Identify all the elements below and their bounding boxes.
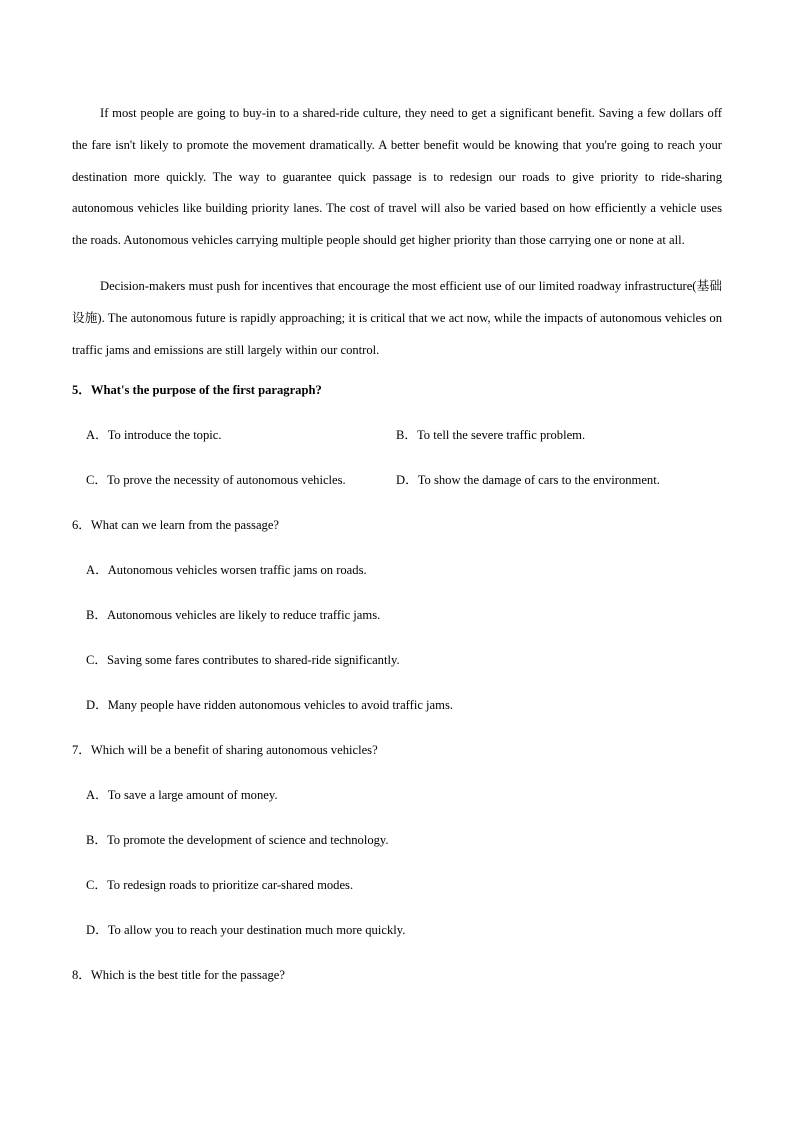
passage-paragraph-2: Decision-makers must push for incentives that encourage the most efficient use of our limited roadway infrastructure(基础设施). The autonomous future is rapidly approaching; it is critical that we act now, while the impacts of autonomous vehicles on traffic jams and emissions are still largely within our control. bbox=[72, 278, 722, 357]
option-b: B．To tell the severe traffic problem. bbox=[396, 428, 586, 443]
question-7 bbox=[72, 740, 722, 965]
options-row-ab bbox=[72, 425, 722, 445]
document-page bbox=[72, 98, 722, 985]
question-6 bbox=[72, 515, 722, 740]
passage-paragraph-1: If most people are going to buy-in to a shared-ride culture, they need to get a significant benefit. Saving a few dollars off the fare isn't likely to promote the movement dramatically. A better benefit would be knowing that you're going to reach your destination more quickly. The way to guarantee quick passage is to redesign our roads to give priority to ride-sharing autonomous vehicles like building priority lanes. The cost of travel will also be varied based on how efficiently a vehicle uses the roads. Autonomous vehicles carrying multiple people should get higher priority than those carrying one or none at all. bbox=[72, 106, 722, 248]
option-d: D．Many people have ridden autonomous vehicles to avoid traffic jams. bbox=[86, 698, 453, 713]
option-d: D．To allow you to reach your destination much more quickly. bbox=[86, 923, 406, 938]
option-c: C．Saving some fares contributes to shared-ride significantly. bbox=[86, 653, 400, 668]
option-a: A．To introduce the topic. bbox=[86, 428, 222, 443]
option-d: D．To show the damage of cars to the environment. bbox=[396, 473, 660, 488]
question-5 bbox=[72, 380, 722, 515]
question-8 bbox=[72, 965, 722, 985]
option-a: A．To save a large amount of money. bbox=[86, 788, 278, 803]
question-stem: 6．What can we learn from the passage? bbox=[72, 518, 280, 533]
question-stem: 5．What's the purpose of the first paragraph? bbox=[72, 383, 322, 398]
option-c: C．To prove the necessity of autonomous vehicles. bbox=[86, 473, 346, 488]
option-a: A．Autonomous vehicles worsen traffic jams on roads. bbox=[86, 563, 367, 578]
option-b: B．To promote the development of science and technology. bbox=[86, 833, 389, 848]
option-b: B．Autonomous vehicles are likely to reduce traffic jams. bbox=[86, 608, 381, 623]
options-row-cd bbox=[72, 470, 722, 490]
question-stem: 7．Which will be a benefit of sharing autonomous vehicles? bbox=[72, 743, 378, 758]
option-c: C．To redesign roads to prioritize car-shared modes. bbox=[86, 878, 354, 893]
question-stem: 8．Which is the best title for the passage? bbox=[72, 968, 285, 983]
